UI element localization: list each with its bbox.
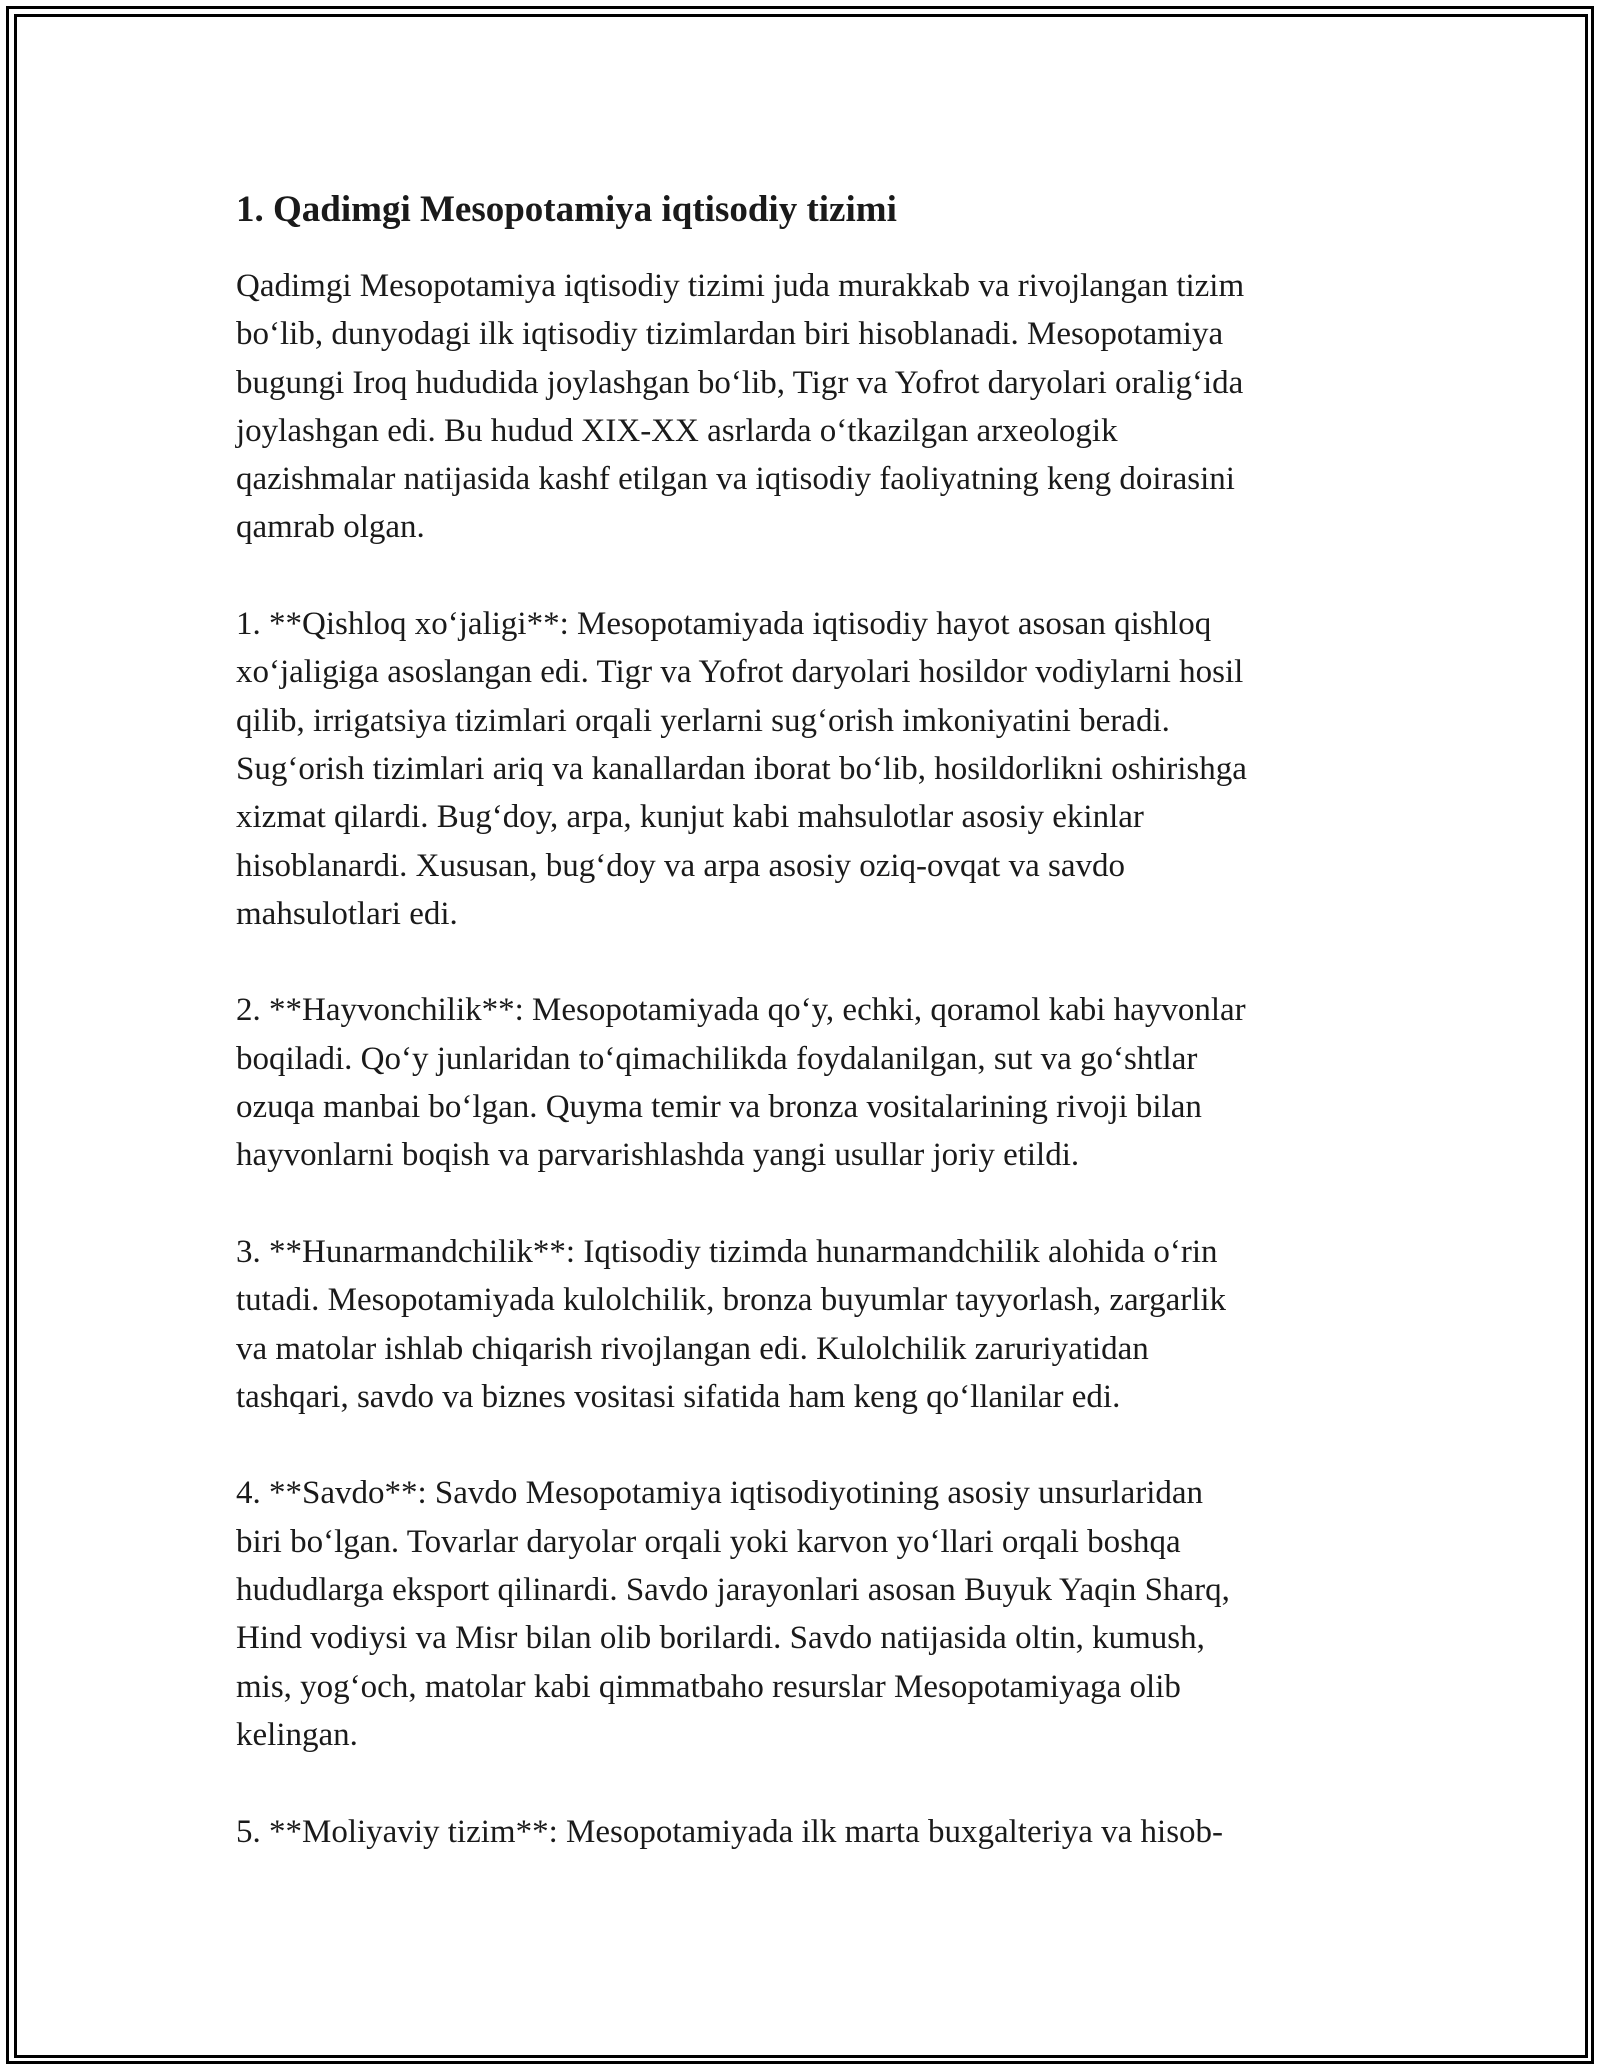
paragraph-line: ozuqa manbai bo‘lgan. Quyma temir va bronza vositalarining rivoji bilan <box>236 1089 1202 1126</box>
paragraph-line: mis, yog‘och, matolar kabi qimmatbaho resurslar Mesopotamiyaga olib <box>236 1668 1181 1705</box>
paragraph-line: va matolar ishlab chiqarish rivojlangan edi. Kulolchilik zaruriyatidan <box>236 1330 1149 1367</box>
paragraph-line: 1. **Qishloq xo‘jaligi**: Mesopotamiyada iqtisodiy hayot asosan qishloq <box>236 606 1212 643</box>
paragraph-line: hisoblanardi. Xususan, bug‘doy va arpa asosiy oziq-ovqat va savdo <box>236 847 1125 884</box>
paragraph-line: mahsulotlari edi. <box>236 895 458 932</box>
paragraph-crafts <box>236 1228 1376 1421</box>
paragraph-line: Hind vodiysi va Misr bilan olib borilardi. Savdo natijasida oltin, kumush, <box>236 1620 1205 1657</box>
paragraph-line: xizmat qilardi. Bug‘doy, arpa, kunjut kabi mahsulotlar asosiy ekinlar <box>236 799 1144 836</box>
document-title: 1. Qadimgi Mesopotamiya iqtisodiy tizimi <box>236 189 897 230</box>
paragraph-line: biri bo‘lgan. Tovarlar daryolar orqali yoki karvon yo‘llari orqali boshqa <box>236 1523 1181 1560</box>
paragraph-line: hududlarga eksport qilinardi. Savdo jarayonlari asosan Buyuk Yaqin Sharq, <box>236 1572 1230 1609</box>
paragraph-spacer <box>236 1180 1376 1228</box>
paragraph-line: tutadi. Mesopotamiyada kulolchilik, bronza buyumlar tayyorlash, zargarlik <box>236 1282 1227 1319</box>
paragraph-line: Qadimgi Mesopotamiya iqtisodiy tizimi juda murakkab va rivojlangan tizim <box>236 268 1245 304</box>
paragraph-spacer <box>236 938 1376 986</box>
paragraph-line: boqiladi. Qo‘y junlaridan to‘qimachilikda foydalanilgan, sut va go‘shtlar <box>236 1040 1198 1077</box>
paragraph-line: 3. **Hunarmandchilik**: Iqtisodiy tizimda hunarmandchilik alohida o‘rin <box>236 1233 1218 1270</box>
paragraph-agriculture <box>236 600 1376 938</box>
paragraph-intro <box>236 262 1376 552</box>
paragraph-line: joylashgan edi. Bu hudud XIX-XX asrlarda o‘tkazilgan arxeologik <box>236 412 1118 449</box>
paragraph-line: hayvonlarni boqish va parvarishlashda yangi usullar joriy etildi. <box>236 1137 1080 1174</box>
paragraph-line: qilib, irrigatsiya tizimlari orqali yerlarni sug‘orish imkoniyatini beradi. <box>236 702 1170 739</box>
paragraph-line: Sug‘orish tizimlari ariq va kanallardan iborat bo‘lib, hosildorlikni oshirishga <box>236 750 1247 787</box>
paragraph-finance <box>236 1808 1376 1856</box>
paragraph-line: 2. **Hayvonchilik**: Mesopotamiyada qo‘y, echki, qoramol kabi hayvonlar <box>236 992 1246 1029</box>
paragraph-spacer <box>236 1421 1376 1469</box>
paragraph-line: xo‘jaligiga asoslangan edi. Tigr va Yofrot daryolari hosildor vodiylarni hosil <box>236 654 1244 691</box>
paragraph-line: qamrab olgan. <box>236 509 425 546</box>
paragraph-line: 5. **Moliyaviy tizim**: Mesopotamiyada ilk marta buxgalteriya va hisob- <box>236 1813 1224 1850</box>
paragraph-livestock <box>236 986 1376 1179</box>
paragraph-line: bo‘lib, dunyodagi ilk iqtisodiy tizimlardan biri hisoblanadi. Mesopotamiya <box>236 316 1224 353</box>
paragraph-line: 4. **Savdo**: Savdo Mesopotamiya iqtisodiyotining asosiy unsurlaridan <box>236 1475 1204 1512</box>
paragraph-line: tashqari, savdo va biznes vositasi sifatida ham keng qo‘llanilar edi. <box>236 1378 1121 1415</box>
paragraph-trade <box>236 1469 1376 1759</box>
paragraph-spacer <box>236 1759 1376 1807</box>
paragraph-line: kelingan. <box>236 1716 358 1753</box>
paragraph-line: bugungi Iroq hududida joylashgan bo‘lib, Tigr va Yofrot daryolari oralig‘ida <box>236 364 1244 401</box>
paragraph-spacer <box>236 552 1376 600</box>
document-body <box>236 186 1376 1856</box>
paragraph-line: qazishmalar natijasida kashf etilgan va iqtisodiy faoliyatning keng doirasini <box>236 461 1235 498</box>
